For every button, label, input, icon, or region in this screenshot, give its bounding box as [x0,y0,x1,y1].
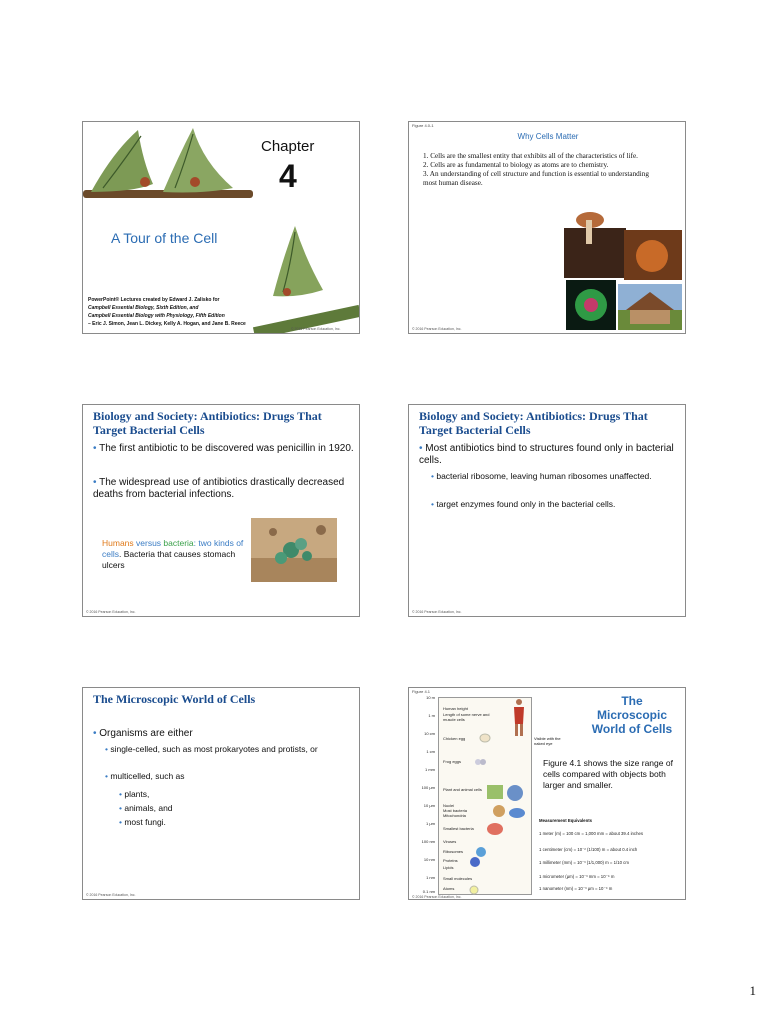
scale-item: Frog eggs [443,759,462,764]
bullet-text: bacterial ribosome, leaving human ribosomes unaffected. [436,471,652,481]
bacteria-micrograph [251,518,337,582]
sub-sub-bullet-item [119,789,149,800]
scale-item: Atoms [443,886,455,891]
bullet-icon: • [119,789,125,799]
scale-tick: 0.1 nm [422,889,435,894]
bullet-icon: • [419,443,426,454]
equivalents-title: Measurement Equivalents [539,818,593,823]
slide-antibiotics-1 [82,404,360,617]
slide-why-cells-matter [408,121,686,334]
bullet-text: most fungi. [124,817,166,827]
scale-item: Lipids [443,865,454,870]
scale-tick: 10 μm [423,803,435,808]
bullet-icon: • [431,499,437,509]
equivalent-line: 1 meter (m) = 100 cm = 1,000 mm = about 39.4 inches [539,831,644,836]
image-caption [102,538,252,571]
scale-item: Ribosomes [443,849,464,854]
copyright: © 2016 Pearson Education, Inc. [412,327,462,331]
bullet-item [93,477,355,501]
scale-item: Chicken egg [443,736,466,741]
bullet-text: Organisms are either [99,728,193,739]
title-line: The [621,694,643,708]
credit-block [88,296,246,328]
bullet-icon: • [431,471,437,481]
bullet-icon: • [93,443,100,454]
scale-item: Plant and animal cells [443,787,482,792]
bullet-item [93,728,355,740]
slide-title-text: The Microscopic World of Cells [93,692,256,706]
scale-item: Nuclei [443,803,455,808]
bullet-text: Most antibiotics bind to structures found only in bacterial cells. [419,443,674,466]
bullet-text: The widespread use of antibiotics drastically decreased deaths from bacterial infections. [93,477,345,500]
point: 1. Cells are the smallest entity that exhibits all of the characteristics of life. [423,152,638,160]
equivalent-line: 1 millimeter (mm) = 10⁻³ (1/1,000) m = 1/10 cm [539,860,629,865]
chapter-number: 4 [279,158,297,194]
bullet-text: plants, [124,789,150,799]
scale-tick: 1 nm [426,875,435,880]
bullet-text: animals, and [124,803,173,813]
slide-title-text: Why Cells Matter [517,132,579,141]
treehopper-photo-top [83,122,253,212]
bullet-text: multicelled, such as [110,771,185,781]
slide-microscopic-world-2 [408,687,686,900]
protein-icon [469,856,481,868]
scale-item: Proteins [443,858,458,863]
scale-tick: 1 m [428,713,435,718]
scale-item: Mitochondria [443,813,466,818]
scale-item: Human height [443,706,468,711]
bullet-icon: • [119,803,125,813]
scale-tick: 10 nm [423,857,435,862]
cell-photos-collage [564,202,682,330]
bullet-text: The first antibiotic to be discovered was penicillin in 1920. [99,443,354,454]
slide-microscopic-world-1 [82,687,360,900]
slide-title [82,121,360,334]
scale-item: Most bacteria [443,808,468,813]
caption-two-kinds: two kinds of cells [102,538,244,559]
credit-line: Campbell Essential Biology, Sixth Edition, and [88,305,199,311]
sub-sub-bullet-item [119,803,173,814]
visible-label: Visible with the naked eye [534,736,561,746]
sub-bullet-item [105,771,335,782]
copyright: © 2016 Pearson Education, Inc. [86,893,136,897]
figure-label: Figure 4.1 [412,689,431,694]
slide-title-text: Biology and Society: Antibiotics: Drugs That Target Bacterial Cells [93,409,322,437]
scale-item: Small molecules [443,876,473,881]
bullet-text: single-celled, such as most prokaryotes and protists, or [110,744,318,754]
points-list [423,152,653,188]
point: 3. An understanding of cell structure and function is essential to understanding most human disease. [423,170,649,187]
sub-sub-bullet-item [119,817,166,828]
copyright: © 2016 Pearson Education, Inc. [291,327,341,331]
scale-item: Smallest bacteria [443,826,474,831]
equivalent-line: 1 nanometer (nm) = 10⁻³ μm = 10⁻⁹ m [539,886,613,891]
sub-bullet-item [105,744,335,755]
credit-line: Campbell Essential Biology with Physiology, Fifth Edition [88,313,225,319]
treehopper-photo-bottom [253,218,360,334]
chicken-egg-icon [479,733,491,743]
figure-description: Figure 4.1 shows the size range of cells compared with objects both larger and smaller. [543,758,673,790]
frog-eggs-icon [474,757,488,767]
bullet-item [419,443,681,467]
human-figure-icon [509,698,529,738]
atom-icon [469,885,479,895]
title-line: World of Cells [591,722,673,736]
bullet-icon: • [93,477,100,488]
point: 2. Cells are as fundamental to biology as atoms are to chemistry. [423,161,609,169]
copyright: © 2016 Pearson Education, Inc. [412,610,462,614]
title-line: Microscopic [596,708,668,722]
credit-line: – Eric J. Simon, Jean L. Dickey, Kelly A. Hogan, and Jane B. Reece [88,321,246,327]
bullet-item [93,443,355,455]
scale-tick: 1 cm [426,749,435,754]
bullet-icon: • [105,744,111,754]
scale-tick: 1 mm [425,767,435,772]
caption-bacteria: bacteria [163,538,194,548]
bullet-icon: • [119,817,125,827]
scale-tick: 10 m [426,695,435,700]
scale-item: Viruses [443,839,457,844]
copyright: © 2016 Pearson Education, Inc. [86,610,136,614]
slide-antibiotics-2 [408,404,686,617]
bacteria-icon [485,820,505,838]
equivalent-line: 1 centimeter (cm) = 10⁻² (1/100) m = about 0.4 inch [539,847,638,852]
caption-versus: versus [133,538,164,548]
caption-humans: Humans [102,538,134,548]
sub-bullet-item [431,499,681,510]
slide-title-text: A Tour of the Cell [111,230,218,246]
slide-title-text [577,694,686,736]
scale-tick: 10 cm [424,731,435,736]
slide-title-text: Biology and Society: Antibiotics: Drugs That Target Bacterial Cells [419,409,648,437]
caption-rest: . Bacteria that causes stomach ulcers [102,549,236,570]
credit-line: PowerPoint® Lectures created by Edward J. Zalisko for [88,297,220,303]
bullet-icon: • [105,771,111,781]
chapter-label: Chapter [261,138,315,155]
scale-item: Length of some nerve and muscle cells [443,712,490,722]
scale-tick: 100 nm [421,839,435,844]
sub-bullet-item [431,471,681,482]
equivalent-line: 1 micrometer (μm) = 10⁻³ mm = 10⁻⁶ m [539,874,615,879]
bullet-icon: • [93,728,100,739]
size-scale-diagram [409,688,549,900]
figure-label: Figure 4.0-1 [412,123,434,128]
copyright: © 2016 Pearson Education, Inc. [412,895,462,899]
scale-tick: 1 μm [426,821,435,826]
cells-icon [485,783,529,823]
scale-tick: 100 μm [421,785,435,790]
page-number: 1 [749,983,756,998]
bullet-text: target enzymes found only in the bacterial cells. [436,499,616,509]
caption-colon: : [193,538,199,548]
